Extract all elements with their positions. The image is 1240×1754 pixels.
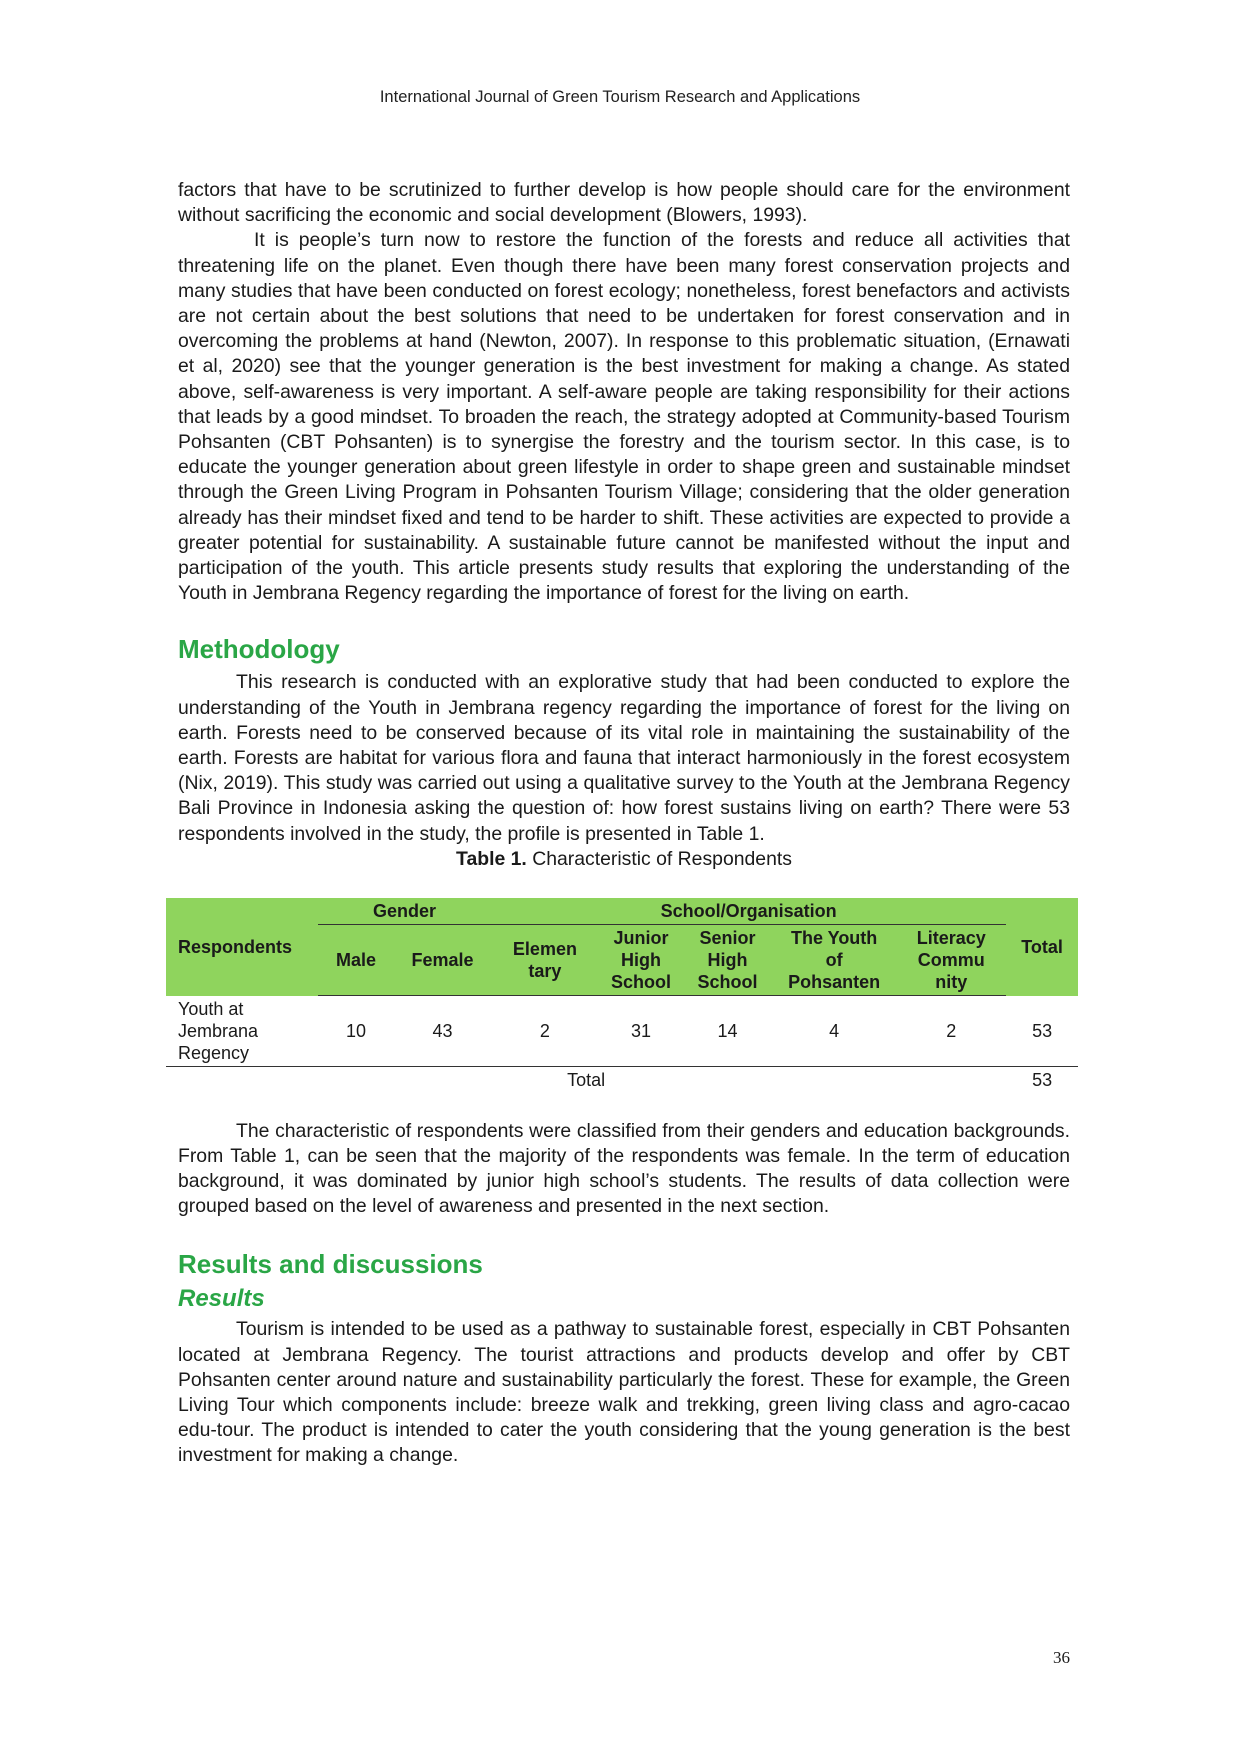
methodology-paragraph-1: This research is conducted with an explorative study that had been conducted to explore the understanding of the Youth in Jembrana regency regarding the importance of forest for the living on earth. Forests need to be conserved because of its vital role in maintaining the sustainability of the earth. Forests are habitat for various flora and fauna that interact harmoniously in the forest ecosystem (Nix, 2019). This study was carried out using a qualitative survey to the Youth at the Jembrana Regency Bali Province in Indonesia asking the question of: how forest sustains living on earth? There were 53 respondents involved in the study, the profile is presented in Table 1.	[178, 671, 1070, 845]
cell-literacy: 2	[896, 996, 1006, 1067]
col-senior-l1: Senior	[699, 928, 756, 949]
col-total: Total	[1006, 898, 1078, 996]
total-value: 53	[1032, 1069, 1053, 1090]
table-caption-text: Characteristic of Respondents	[532, 847, 792, 870]
total-label: Total	[567, 1069, 606, 1090]
methodology-paragraph-2: The characteristic of respondents were classified from their genders and education backgrounds. From Table 1, can be seen that the majority of the respondents was female. In the term of education background, it was dominated by junior high school’s students. The results of data collection were grouped based on the level of awareness and presented in the next section.	[178, 1119, 1070, 1218]
article-body	[178, 178, 1070, 1469]
row-label-l3: Regency	[178, 1042, 250, 1063]
col-senior-high	[683, 925, 772, 996]
respondents-table	[166, 898, 1078, 1093]
col-junior-l3: School	[610, 972, 671, 993]
col-elementary	[491, 925, 599, 996]
methodology-heading: Methodology	[178, 634, 340, 665]
col-youth-l2: of	[825, 950, 843, 971]
intro-paragraph-2: It is people’s turn now to restore the function of the forests and reduce all activities that threatening life on the planet. Even though there have been many forest conservation projects and many studies that have been conducted on forest ecology; nonetheless, forest benefactors and activists are not certain about the best solutions that need to be undertaken for forest conservation and in overcoming the problems at hand (Newton, 2007). In response to this problematic situation, (Ernawati et al, 2020) see that the younger generation is the best investment for making a change. As stated above, self-awareness is very important. A self-aware people are taking responsibility for their actions that leads by a good mindset. To broaden the reach, the strategy adopted at Community-based Tourism Pohsanten (CBT Pohsanten) is to synergise the forestry and the tourism sector. In this case, is to educate the younger generation about green lifestyle in order to shape green and sustainable mindset through the Green Living Program in Pohsanten Tourism Village; considering that the older generation already has their mindset fixed and tend to be harder to shift. These activities are expected to provide a greater potential for sustainability. A sustainable future cannot be manifested without the input and participation of the youth. This article presents study results that exploring the understanding of the Youth in Jembrana Regency regarding the importance of forest for the living on earth.	[178, 229, 1070, 605]
table-caption	[178, 847, 1070, 872]
group-gender: Gender	[318, 898, 491, 925]
results-subheading: Results	[178, 1285, 265, 1313]
cell-junior: 31	[599, 996, 683, 1067]
col-junior-l1: Junior	[613, 928, 669, 949]
row-label	[166, 996, 318, 1067]
cell-total: 53	[1006, 996, 1078, 1067]
table-caption-label: Table 1.	[456, 847, 527, 870]
journal-header: International Journal of Green Tourism Research and Applications	[379, 88, 861, 106]
col-literacy-l3: nity	[935, 972, 968, 993]
col-literacy-community	[896, 925, 1006, 996]
col-elementary-l2: tary	[528, 961, 562, 982]
col-male: Male	[318, 925, 394, 996]
cell-youth-pohsanten: 4	[772, 996, 897, 1067]
cell-senior: 14	[683, 996, 772, 1067]
col-elementary-l1: Elemen	[512, 939, 577, 960]
col-literacy-l1: Literacy	[916, 928, 986, 949]
intro-paragraph-1: factors that have to be scrutinized to further develop is how people should care for the environment without sacrificing the economic and social development (Blowers, 1993).	[178, 179, 1070, 227]
col-senior-l3: School	[697, 972, 758, 993]
table-total-row	[166, 1066, 1078, 1093]
results-heading: Results and discussions	[178, 1249, 483, 1280]
col-literacy-l2: Commu	[917, 950, 985, 971]
cell-female: 43	[394, 996, 491, 1067]
cell-male: 10	[318, 996, 394, 1067]
row-label-l2: Jembrana	[178, 1020, 259, 1041]
col-respondents: Respondents	[166, 898, 318, 996]
col-junior-l2: High	[620, 950, 661, 971]
group-school: School/Organisation	[491, 898, 1006, 925]
col-female: Female	[394, 925, 491, 996]
col-youth-l1: The Youth	[790, 928, 878, 949]
results-paragraph-1: Tourism is intended to be used as a pathway to sustainable forest, especially in CBT Pohsanten located at Jembrana Regency. The tourist attractions and products develop and offer by CBT Pohsanten center around nature and sustainability particularly the forest. These for example, the Green Living Tour which components include: breeze walk and trekking, green living class and agro-cacao edu-tour. The product is intended to cater the youth considering that the young generation is the best investment for making a change.	[178, 1318, 1070, 1467]
col-senior-l2: High	[707, 950, 748, 971]
table-row	[166, 996, 1078, 1067]
col-youth-pohsanten	[772, 925, 897, 996]
page-number: 36	[1053, 1648, 1070, 1667]
cell-elementary: 2	[491, 996, 599, 1067]
col-youth-l3: Pohsanten	[788, 972, 881, 993]
col-junior-high	[599, 925, 683, 996]
row-label-l1: Youth at	[178, 998, 244, 1019]
